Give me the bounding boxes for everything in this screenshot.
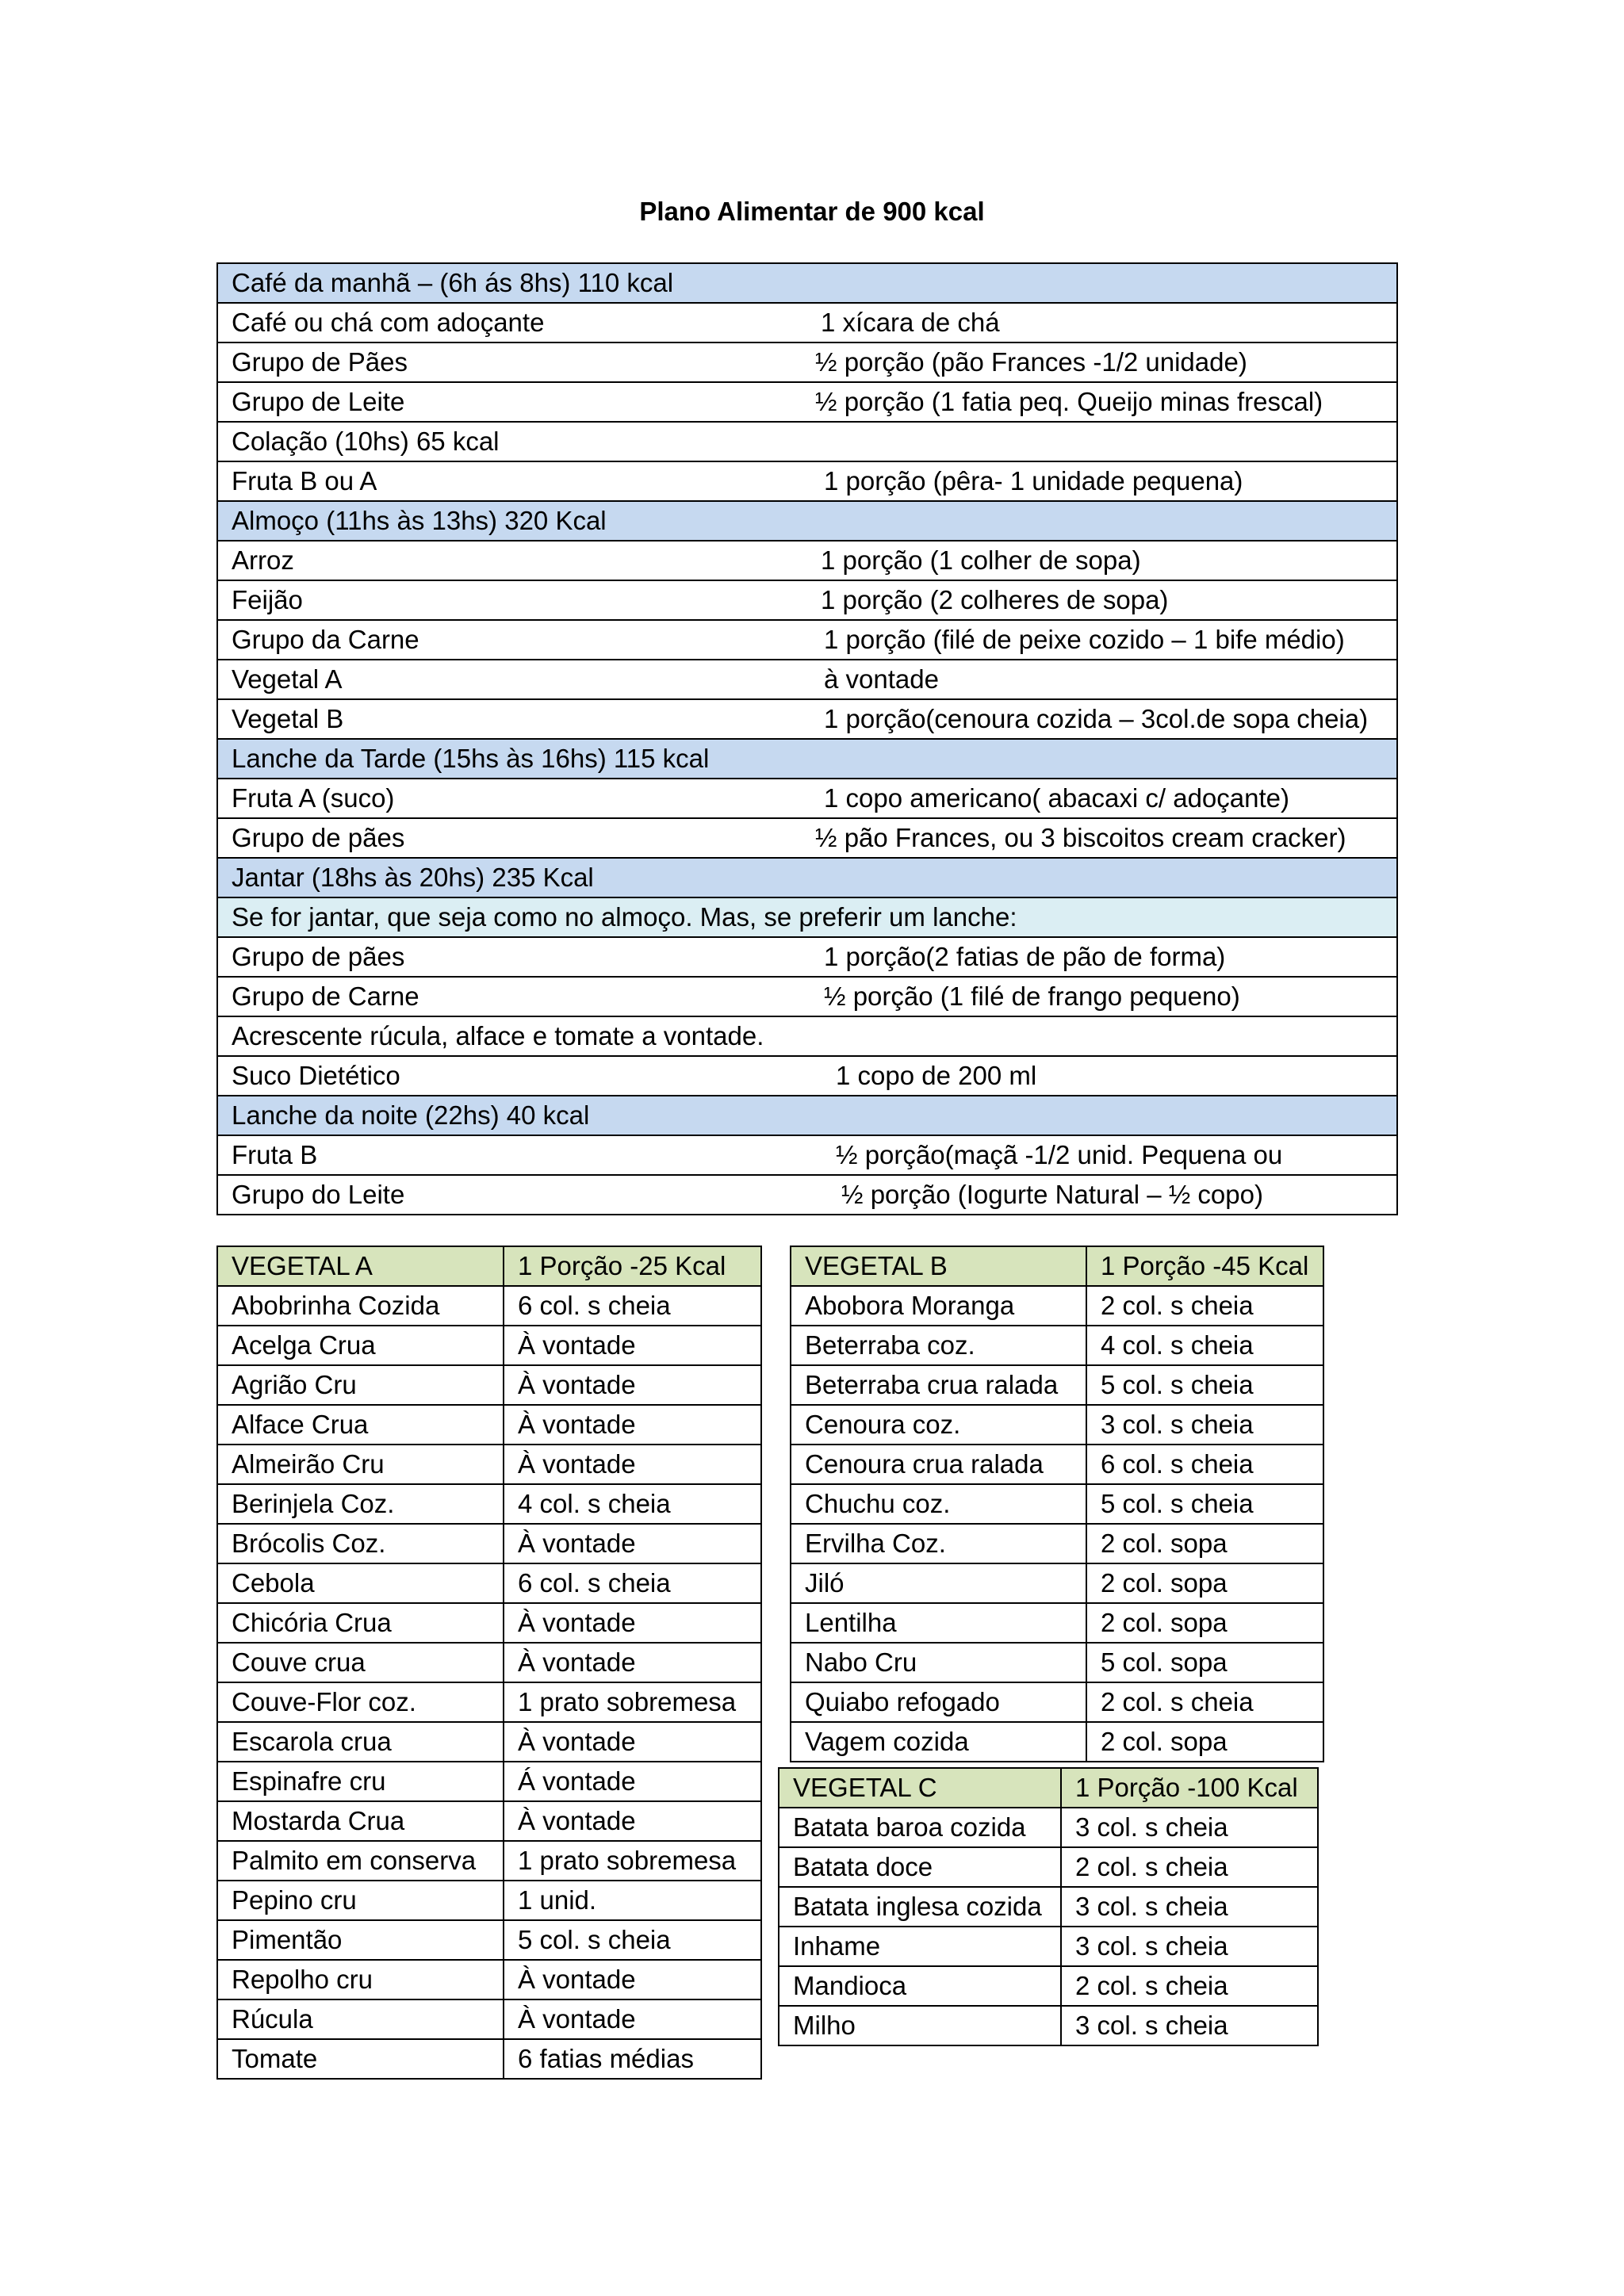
table-row — [779, 1887, 1318, 1927]
vegetable-name: Agrião Cru — [217, 1365, 504, 1405]
meal-item-label: Colação (10hs) 65 kcal — [217, 422, 1397, 461]
vegetable-name: Abobrinha Cozida — [217, 1286, 504, 1326]
vegetable-name: Alface Crua — [217, 1405, 504, 1445]
table-row — [791, 1445, 1323, 1484]
vegetable-portion: Á vontade — [504, 1762, 761, 1801]
vegetable-name: Berinjela Coz. — [217, 1484, 504, 1524]
meal-item-portion: ½ porção (pão Frances -1/2 unidade) — [815, 342, 1397, 382]
table-row — [791, 1405, 1323, 1445]
vegetable-portion: 2 col. s cheia — [1086, 1286, 1323, 1326]
meal-item-portion: ½ pão Frances, ou 3 biscoitos cream cracker) — [815, 818, 1397, 858]
vegetable-name: Repolho cru — [217, 1960, 504, 1999]
vegetable-name: Chuchu coz. — [791, 1484, 1086, 1524]
vegetable-name: Inhame — [779, 1927, 1061, 1966]
meal-item-label: Feijão — [217, 580, 815, 620]
table-row — [217, 1762, 761, 1801]
table-row — [217, 1524, 761, 1563]
meal-item-row — [217, 1016, 1397, 1056]
meal-plan-table — [216, 262, 1398, 1215]
meal-section-label: Lanche da noite (22hs) 40 kcal — [217, 1096, 1397, 1135]
column-header-portion: 1 Porção -45 Kcal — [1086, 1246, 1323, 1286]
vegetable-portion: À vontade — [504, 1603, 761, 1643]
table-row — [217, 1563, 761, 1603]
vegetable-portion: 2 col. sopa — [1086, 1524, 1323, 1563]
vegetable-name: Rúcula — [217, 1999, 504, 2039]
meal-section-label: Se for jantar, que seja como no almoço. Mas, se preferir um lanche: — [217, 897, 1397, 937]
table-row — [791, 1286, 1323, 1326]
column-header-name: VEGETAL B — [791, 1246, 1086, 1286]
meal-item-row — [217, 818, 1397, 858]
vegetable-portion: 3 col. s cheia — [1086, 1405, 1323, 1445]
vegetable-portion: À vontade — [504, 1524, 761, 1563]
meal-item-label: Grupo da Carne — [217, 620, 815, 660]
meal-item-label: Café ou chá com adoçante — [217, 303, 815, 342]
table-row — [791, 1682, 1323, 1722]
meal-item-row — [217, 620, 1397, 660]
table-row — [791, 1643, 1323, 1682]
meal-item-row — [217, 660, 1397, 699]
table-row — [217, 1920, 761, 1960]
vegetable-name: Tomate — [217, 2039, 504, 2079]
meal-item-row — [217, 342, 1397, 382]
vegetable-portion: 6 col. s cheia — [504, 1563, 761, 1603]
vegetable-name: Mandioca — [779, 1966, 1061, 2006]
table-row — [217, 1643, 761, 1682]
table-row — [217, 1999, 761, 2039]
vegetable-name: Batata baroa cozida — [779, 1808, 1061, 1847]
table-row — [791, 1722, 1323, 1762]
vegetable-name: Mostarda Crua — [217, 1801, 504, 1841]
meal-item-label: Fruta B — [217, 1135, 815, 1175]
meal-item-portion: à vontade — [815, 660, 1397, 699]
vegetable-name: Chicória Crua — [217, 1603, 504, 1643]
meal-item-row — [217, 937, 1397, 977]
table-row — [217, 1722, 761, 1762]
vegetable-portion: 2 col. s cheia — [1061, 1966, 1318, 2006]
meal-item-label: Suco Dietético — [217, 1056, 815, 1096]
vegetal-a-table — [216, 1246, 762, 2080]
meal-section-row — [217, 501, 1397, 541]
meal-item-row — [217, 422, 1397, 461]
table-row — [791, 1326, 1323, 1365]
vegetable-name: Vagem cozida — [791, 1722, 1086, 1762]
vegetable-portion: À vontade — [504, 1801, 761, 1841]
vegetable-portion: 6 col. s cheia — [504, 1286, 761, 1326]
table-row — [217, 2039, 761, 2079]
meal-item-label: Vegetal A — [217, 660, 815, 699]
vegetable-name: Escarola crua — [217, 1722, 504, 1762]
vegetable-portion: 1 prato sobremesa — [504, 1841, 761, 1881]
meal-item-label: Vegetal B — [217, 699, 815, 739]
table-row — [791, 1365, 1323, 1405]
table-row — [779, 1847, 1318, 1887]
meal-section-label: Café da manhã – (6h ás 8hs) 110 kcal — [217, 263, 1397, 303]
meal-section-row — [217, 1096, 1397, 1135]
vegetable-name: Cenoura coz. — [791, 1405, 1086, 1445]
vegetable-name: Batata doce — [779, 1847, 1061, 1887]
meal-section-label: Lanche da Tarde (15hs às 16hs) 115 kcal — [217, 739, 1397, 779]
meal-item-portion: 1 porção (2 colheres de sopa) — [815, 580, 1397, 620]
vegetable-name: Pimentão — [217, 1920, 504, 1960]
vegetable-portion: À vontade — [504, 1999, 761, 2039]
vegetable-name: Espinafre cru — [217, 1762, 504, 1801]
vegetable-portion: 1 unid. — [504, 1881, 761, 1920]
vegetable-portion: 5 col. s cheia — [504, 1920, 761, 1960]
vegetable-portion: 3 col. s cheia — [1061, 2006, 1318, 2045]
vegetable-portion: 2 col. sopa — [1086, 1722, 1323, 1762]
vegetable-name: Abobora Moranga — [791, 1286, 1086, 1326]
table-row — [217, 1603, 761, 1643]
vegetable-portion: À vontade — [504, 1405, 761, 1445]
meal-section-row — [217, 739, 1397, 779]
meal-item-portion: 1 copo americano( abacaxi c/ adoçante) — [815, 779, 1397, 818]
meal-item-label: Fruta B ou A — [217, 461, 815, 501]
meal-item-label: Grupo de Carne — [217, 977, 815, 1016]
meal-item-label: Grupo de Leite — [217, 382, 815, 422]
vegetable-portion: À vontade — [504, 1722, 761, 1762]
vegetable-portion: 3 col. s cheia — [1061, 1808, 1318, 1847]
meal-section-row — [217, 858, 1397, 897]
meal-item-label: Acrescente rúcula, alface e tomate a vontade. — [217, 1016, 1397, 1056]
vegetable-name: Brócolis Coz. — [217, 1524, 504, 1563]
table-row — [217, 1405, 761, 1445]
vegetable-name: Cenoura crua ralada — [791, 1445, 1086, 1484]
vegetal-c-table — [778, 1767, 1319, 2046]
vegetable-name: Couve crua — [217, 1643, 504, 1682]
column-header-portion: 1 Porção -25 Kcal — [504, 1246, 761, 1286]
column-header-portion: 1 Porção -100 Kcal — [1061, 1768, 1318, 1808]
meal-item-portion: ½ porção(maçã -1/2 unid. Pequena ou — [815, 1135, 1397, 1175]
meal-item-label: Fruta A (suco) — [217, 779, 815, 818]
meal-item-portion: ½ porção (Iogurte Natural – ½ copo) — [815, 1175, 1397, 1215]
meal-item-label: Grupo do Leite — [217, 1175, 815, 1215]
vegetable-portion: À vontade — [504, 1445, 761, 1484]
table-row — [217, 1365, 761, 1405]
vegetable-portion: 5 col. s cheia — [1086, 1365, 1323, 1405]
meal-item-row — [217, 461, 1397, 501]
meal-item-portion: ½ porção (1 fatia peq. Queijo minas frescal) — [815, 382, 1397, 422]
table-row — [791, 1603, 1323, 1643]
table-row — [217, 1445, 761, 1484]
meal-section-label: Almoço (11hs às 13hs) 320 Kcal — [217, 501, 1397, 541]
vegetable-portion: À vontade — [504, 1326, 761, 1365]
table-header-row — [217, 1246, 761, 1286]
column-header-name: VEGETAL C — [779, 1768, 1061, 1808]
meal-item-portion: 1 porção(cenoura cozida – 3col.de sopa cheia) — [815, 699, 1397, 739]
table-row — [779, 2006, 1318, 2045]
vegetable-name: Cebola — [217, 1563, 504, 1603]
vegetable-name: Almeirão Cru — [217, 1445, 504, 1484]
vegetable-portion: 2 col. sopa — [1086, 1603, 1323, 1643]
table-row — [779, 1966, 1318, 2006]
vegetable-name: Beterraba coz. — [791, 1326, 1086, 1365]
vegetable-name: Batata inglesa cozida — [779, 1887, 1061, 1927]
page-title: Plano Alimentar de 900 kcal — [639, 197, 985, 226]
vegetable-portion: 5 col. s cheia — [1086, 1484, 1323, 1524]
meal-item-row — [217, 303, 1397, 342]
table-row — [217, 1286, 761, 1326]
meal-item-row — [217, 1135, 1397, 1175]
meal-item-portion: 1 porção (filé de peixe cozido – 1 bife médio) — [815, 620, 1397, 660]
vegetable-portion: 1 prato sobremesa — [504, 1682, 761, 1722]
vegetable-portion: 4 col. s cheia — [1086, 1326, 1323, 1365]
vegetable-portion: 2 col. s cheia — [1086, 1682, 1323, 1722]
meal-item-row — [217, 779, 1397, 818]
vegetable-name: Lentilha — [791, 1603, 1086, 1643]
table-row — [217, 1484, 761, 1524]
table-row — [217, 1881, 761, 1920]
vegetable-name: Pepino cru — [217, 1881, 504, 1920]
vegetable-name: Acelga Crua — [217, 1326, 504, 1365]
meal-item-label: Arroz — [217, 541, 815, 580]
meal-item-row — [217, 1175, 1397, 1215]
vegetal-b-table — [790, 1246, 1324, 1762]
vegetable-name: Couve-Flor coz. — [217, 1682, 504, 1722]
table-row — [217, 1960, 761, 1999]
meal-item-label: Grupo de Pães — [217, 342, 815, 382]
meal-item-row — [217, 382, 1397, 422]
vegetable-portion: 4 col. s cheia — [504, 1484, 761, 1524]
meal-note-row — [217, 897, 1397, 937]
meal-item-portion: ½ porção (1 filé de frango pequeno) — [815, 977, 1397, 1016]
vegetable-portion: 2 col. sopa — [1086, 1563, 1323, 1603]
vegetable-portion: À vontade — [504, 1643, 761, 1682]
table-row — [779, 1927, 1318, 1966]
vegetable-portion: 3 col. s cheia — [1061, 1887, 1318, 1927]
vegetable-portion: 6 fatias médias — [504, 2039, 761, 2079]
vegetable-portion: 3 col. s cheia — [1061, 1927, 1318, 1966]
column-header-name: VEGETAL A — [217, 1246, 504, 1286]
table-row — [217, 1682, 761, 1722]
meal-section-row — [217, 263, 1397, 303]
vegetable-name: Milho — [779, 2006, 1061, 2045]
meal-item-portion: 1 porção (1 colher de sopa) — [815, 541, 1397, 580]
meal-item-row — [217, 1056, 1397, 1096]
meal-section-label: Jantar (18hs às 20hs) 235 Kcal — [217, 858, 1397, 897]
meal-item-row — [217, 699, 1397, 739]
vegetable-portion: À vontade — [504, 1960, 761, 1999]
meal-item-row — [217, 580, 1397, 620]
table-header-row — [791, 1246, 1323, 1286]
table-row — [217, 1801, 761, 1841]
meal-item-portion: 1 porção (pêra- 1 unidade pequena) — [815, 461, 1397, 501]
table-header-row — [779, 1768, 1318, 1808]
meal-item-row — [217, 541, 1397, 580]
vegetable-name: Quiabo refogado — [791, 1682, 1086, 1722]
meal-item-row — [217, 977, 1397, 1016]
table-row — [217, 1841, 761, 1881]
meal-item-label: Grupo de pães — [217, 818, 815, 858]
vegetable-portion: 5 col. sopa — [1086, 1643, 1323, 1682]
vegetable-name: Nabo Cru — [791, 1643, 1086, 1682]
table-row — [217, 1326, 761, 1365]
vegetable-name: Beterraba crua ralada — [791, 1365, 1086, 1405]
meal-item-portion: 1 copo de 200 ml — [815, 1056, 1397, 1096]
vegetable-name: Palmito em conserva — [217, 1841, 504, 1881]
vegetable-portion: À vontade — [504, 1365, 761, 1405]
vegetable-name: Ervilha Coz. — [791, 1524, 1086, 1563]
table-row — [779, 1808, 1318, 1847]
meal-item-portion: 1 xícara de chá — [815, 303, 1397, 342]
meal-item-portion: 1 porção(2 fatias de pão de forma) — [815, 937, 1397, 977]
table-row — [791, 1563, 1323, 1603]
vegetable-portion: 6 col. s cheia — [1086, 1445, 1323, 1484]
meal-item-label: Grupo de pães — [217, 937, 815, 977]
table-row — [791, 1484, 1323, 1524]
table-row — [791, 1524, 1323, 1563]
vegetable-portion: 2 col. s cheia — [1061, 1847, 1318, 1887]
vegetable-name: Jiló — [791, 1563, 1086, 1603]
